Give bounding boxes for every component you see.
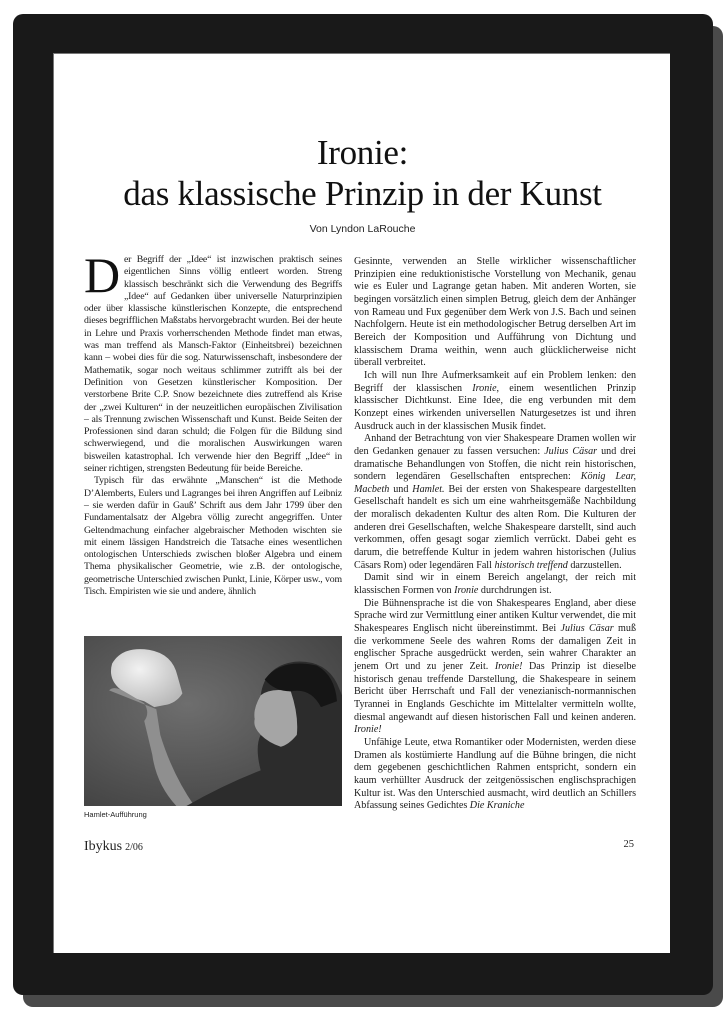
paragraph: Anhand der Betrachtung von vier Shakespeare Dramen wollen wir den Gedanken genauer zu fassen versuchen: Julius Cäsar und drei dramatische Behandlungen von Stoffen, die nicht rein historischen, sondern legendären Gesellschaften entsprechen: König Lear, Macbeth und Hamlet. Bei der ersten von Shakespeare dargestellten Gesellschaft handelt es sich um eine wahrheitsgemäße Nachbildung der moralisch dekadenten Kultur des alten Rom. Die Kulturen der anderen drei Gesellschaften, welche Shakespeare darstellt, sind auch verkommen, offen gesagt sogar ziemlich verrückt. Dabei geht es darum, die betreffende Kultur in jedem wahren historischen (Julius Cäsars Rom) oder legendären Fall historisch treffend darzustellen. <box>354 433 636 571</box>
figure-caption: Hamlet-Aufführung <box>84 810 147 819</box>
magazine-name: Ibykus <box>84 839 123 854</box>
drop-cap: D <box>84 247 120 303</box>
title-line-1: Ironie: <box>316 133 409 172</box>
paragraph: Die Bühnensprache ist die von Shakespeares England, aber diese Sprache wird zur Vermittlung einer antiken Kultur verwendet, die mit Shakespeares Englisch nicht übereinstimmt. Bei Julius Cäsar muß die verkommene Seele des wahren Roms der damaligen Zeit in englischer Sprache ausgedrückt werden, sein wahrer Charakter an jenem Ort und zu jener Zeit. Ironie! Das Prinzip ist dieselbe historisch genau treffende Darstellung, die Shakespeare in seinem Bericht über Herrschaft und Fall der venezianisch-normannischen Tyrannei in Englands Geschichte im Mittelalter vermitteln wollte, diesmal angewandt auf diesen historischen Fall und keinen anderen. Ironie! <box>354 597 636 736</box>
byline: Von Lyndon LaRouche <box>309 223 416 235</box>
issue-number: 2/06 <box>125 842 143 853</box>
running-footer <box>84 837 143 855</box>
page-number: 25 <box>623 839 634 850</box>
hamlet-photo <box>84 636 342 806</box>
document-page <box>53 53 670 953</box>
paragraph: Ich will nun Ihre Aufmerksamkeit auf ein Problem lenken: den Begriff der klassischen Ironie, einem wesentlichen Prinzip klassischer Dichtkunst. Eine Idee, die eng verbunden mit dem Konzept eines wirkenden universellen Naturgesetzes ist und ihren Ausdruck auch in der klassischen Musik findet. <box>354 369 636 432</box>
text-column-right <box>354 256 636 813</box>
paragraph: Unfähige Leute, etwa Romantiker oder Modernisten, werden diese Dramen als kostümierte Handlung auf die Bühne bringen, die nicht dem gegebenen geschichtlichen Rahmen entspricht, sondern ein kaum verhüllter Ausdruck der zeitgenössischen englischsprachigen Kultur ist. Was den Unterschied ausmacht, wird deutlich an Schillers Abfassung seines Gedichtes Die Kraniche <box>354 736 636 812</box>
paragraph: Typisch für das erwähnte „Manschen“ ist die Methode D’Alemberts, Eulers und Lagranges bei ihren Angriffen auf Leibniz – sie werden dafür in Gauß’ Schrift aus dem Jahr 1799 über den Fundamentalsatz der Algebra völlig zurecht angegriffen. Unter Geltendmachung einfacher algebraischer Methoden wischten sie mit einem lässigen Handstreich die Tatsache eines wesentlichen ontologischen Unterschieds zwischen bloßer Algebra und einem Thema physikalischer Geometrie, wie z.B. der ontologische, geometrische Unterschied zwischen Punkt, Linie, Körper usw., vom Tisch. Empiristen wie sie und andere, ähnlich <box>84 475 342 598</box>
paragraph: Der Begriff der „Idee“ ist inzwischen praktisch seines eigentlichen Sinns völlig entleert worden. Streng klassisch beschränkt sich die Verwendung des Begriffs „Idee“ auf Gedanken über universelle Naturprinzipien oder über klassische künstlerischen Konzepte, die entsprechend dieses begrifflichen Maßstabs hervorgebracht wurden. Bei der heute in Lehre und Praxis vorherrschenden Methode findet man etwas, was man treffend als Mansch-Faktor (Einheitsbrei) bezeichnen kann – wobei dies für die sog. Naturwissenschaft, insbesondere der Mathematik, sogar noch weitaus schlimmer zutrifft als bei der Definition von Gesetzen künstlerischer Komposition. Der verstorbene Brite C.P. Snow bezeichnete dies zutreffend als Krise der „zwei Kulturen“ in der neuzeitlichen europäischen Zivilisation – als Trennung zwischen Wissenschaft und Kunst. Beide Seiten der Professionen sind daran schuld; die Folgen für die Bildung sind schwerwiegend, und die moralischen Auswirkungen waren bisweilen katastrophal. Ich verwende hier den Begriff „Idee“ in seiner richtigen, strengsten Bedeutung für beide Bereiche. <box>84 247 342 475</box>
text-column-left <box>84 247 342 598</box>
hamlet-photo-image <box>84 636 342 806</box>
article-title <box>54 132 671 214</box>
paragraph: Gesinnte, verwenden an Stelle wirklicher wissenschaftlicher Prinzipien eine reduktionistische Vorstellung von Mechanik, genau wie es Euler und Lagrange getan haben. Mit anderen Worten, sie begingen vorsätzlich einen simplen Betrug, gleich dem der Anhänger von Rameau und Fux gegenüber dem Werk von J.S. Bach und seinen Nachfolgern. Heute ist ein methodologischer Betrug derselben Art im Bereich der Komposition und Aufführung von Dichtung und klassischem Drama weithin, wenn auch glücklicherweise nicht überall verbreitet. <box>354 256 636 369</box>
title-line-2: das klassische Prinzip in der Kunst <box>123 174 602 213</box>
paragraph: Damit sind wir in einem Bereich angelangt, der reich mit klassischen Formen von Ironie durchdrungen ist. <box>354 572 636 597</box>
